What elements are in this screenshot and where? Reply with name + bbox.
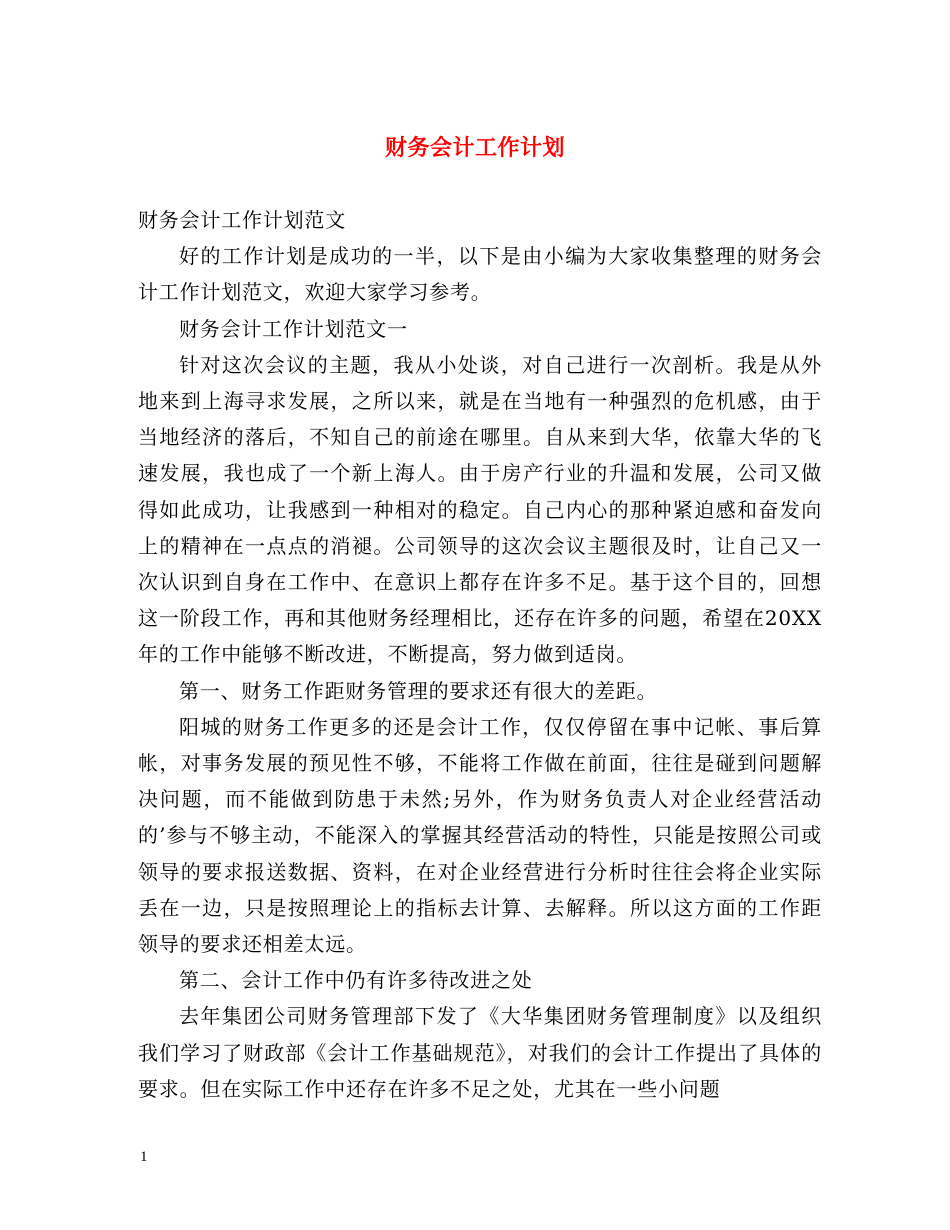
page-number: 1 [140,1149,148,1165]
body-paragraph: 针对这次会议的主题，我从小处谈，对自己进行一次剖析。我是从外地来到上海寻求发展，之所以来，就是在当地有一种强烈的危机感，由于当地经济的落后，不知自己的前途在哪里。自从来到大华，依靠大华的飞速发展，我也成了一个新上海人。由于房产行业的升温和发展，公司又做得如此成功，让我感到一种相对的稳定。自己内心的那种紧迫感和奋发向上的精神在一点点的消褪。公司领导的这次会议主题很及时，让自己又一次认识到自身在工作中、在意识上都存在许多不足。基于这个目的，回想这一阶段工作，再和其他财务经理相比，还存在许多的问题，希望在20XX年的工作中能够不断改进，不断提高，努力做到适岗。 [138,352,822,667]
subtitle-paragraph: 财务会计工作计划范文 [138,208,346,232]
document-title: 财务会计工作计划 [384,135,565,161]
body-paragraph: 去年集团公司财务管理部下发了《大华集团财务管理制度》以及组织我们学习了财政部《会计工作基础规范》，对我们的会计工作提出了具体的要求。但在实际工作中还存在许多不足之处，尤其在一些小问题 [138,1004,822,1101]
section-heading: 财务会计工作计划范文一 [179,316,408,341]
body-paragraph: 阳城的财务工作更多的还是会计工作，仅仅停留在事中记帐、事后算帐，对事务发展的预见性不够，不能将工作做在前面，往往是碰到问题解决问题，而不能做到防患于未然;另外，作为财务负责人对企业经营活动的’参与不够主动，不能深入的掌握其经营活动的特性，只能是按照公司或领导的要求报送数据、资料，在对企业经营进行分析时往往会将企业实际丢在一边，只是按照理论上的指标去计算、去解释。所以这方面的工作距领导的要求还相差太远。 [138,714,822,957]
point-heading-2: 第二、会计工作中仍有许多待改进之处 [179,968,533,993]
point-heading-1: 第一、财务工作距财务管理的要求还有很大的差距。 [179,678,658,703]
intro-paragraph: 好的工作计划是成功的一半，以下是由小编为大家收集整理的财务会计工作计划范文，欢迎大家学习参考。 [138,244,822,305]
document-body [138,202,822,1107]
